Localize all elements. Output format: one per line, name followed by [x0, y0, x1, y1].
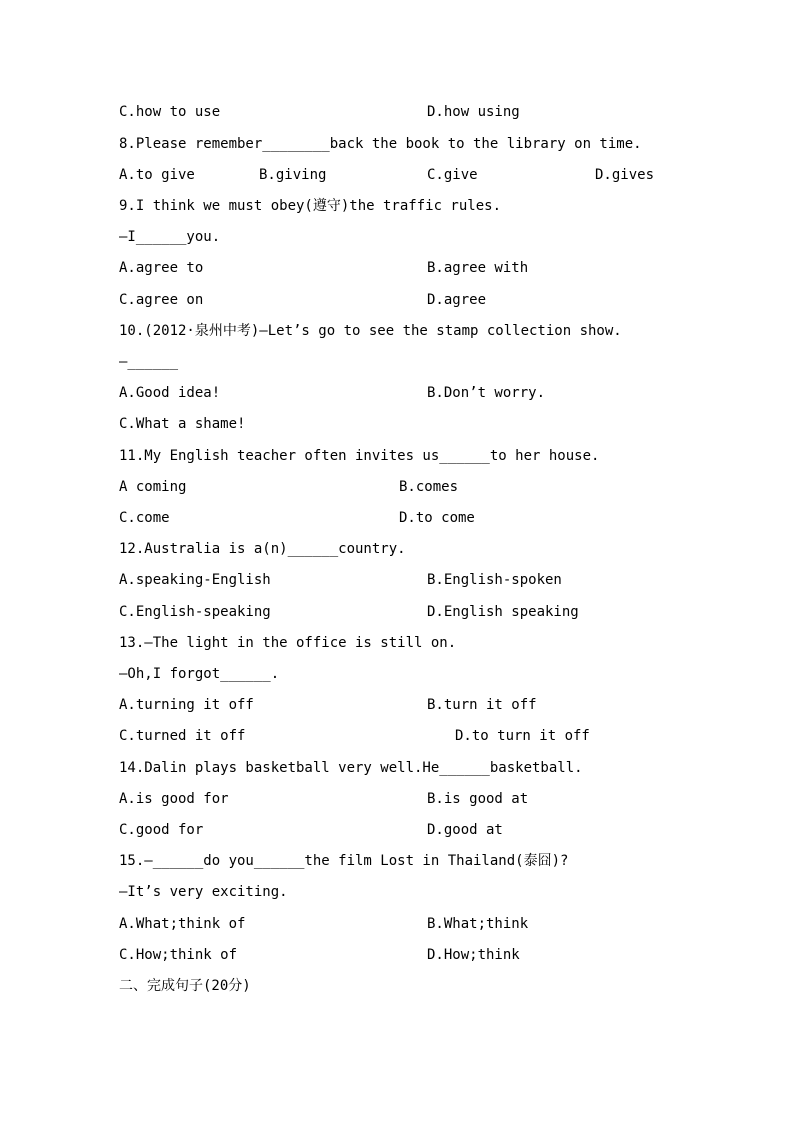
q8-stem: 8.Please remember________back the book to the library on time.: [119, 136, 642, 152]
q8-option-a: A.to give: [119, 167, 195, 183]
q13-reply: —Oh,I forgot______.: [119, 666, 280, 682]
q10-stem: 10.(2012·泉州中考)—Let’s go to see the stamp collection show.: [119, 323, 622, 339]
q15-option-b: B.What;think: [427, 916, 529, 932]
q11-option-d: D.to come: [399, 510, 475, 526]
q8-option-b: B.giving: [259, 167, 327, 183]
q14-option-b: B.is good at: [427, 791, 529, 807]
q9-option-c: C.agree on: [119, 292, 204, 308]
q13-option-b: B.turn it off: [427, 697, 537, 713]
q15-option-a: A.What;think of: [119, 916, 246, 932]
q15-stem: 15.—______do you______the film Lost in Thailand(泰囧)?: [119, 853, 569, 869]
q11-option-c: C.come: [119, 510, 170, 526]
q7-option-d: D.how using: [427, 104, 520, 120]
q9-reply: —I______you.: [119, 229, 221, 245]
q10-option-b: B.Don’t worry.: [427, 385, 546, 401]
q12-option-d: D.English speaking: [427, 604, 579, 620]
q9-option-b: B.agree with: [427, 260, 529, 276]
q13-option-d: D.to turn it off: [455, 728, 590, 744]
q9-option-d: D.agree: [427, 292, 487, 308]
q13-option-a: A.turning it off: [119, 697, 254, 713]
q14-option-a: A.is good for: [119, 791, 229, 807]
q12-option-a: A.speaking-English: [119, 572, 271, 588]
q7-option-c: C.how to use: [119, 104, 221, 120]
q8-option-c: C.give: [427, 167, 478, 183]
q12-option-b: B.English-spoken: [427, 572, 562, 588]
q9-option-a: A.agree to: [119, 260, 204, 276]
q14-option-d: D.good at: [427, 822, 503, 838]
q14-stem: 14.Dalin plays basketball very well.He______basketball.: [119, 760, 583, 776]
q11-option-a: A coming: [119, 479, 187, 495]
q8-option-d: D.gives: [595, 167, 655, 183]
q11-option-b: B.comes: [399, 479, 459, 495]
section-2-heading: 二、完成句子(20分): [119, 978, 251, 994]
q10-option-c: C.What a shame!: [119, 416, 246, 432]
q13-option-c: C.turned it off: [119, 728, 246, 744]
q10-option-a: A.Good idea!: [119, 385, 221, 401]
q11-stem: 11.My English teacher often invites us______to her house.: [119, 448, 600, 464]
q12-stem: 12.Australia is a(n)______country.: [119, 541, 406, 557]
q14-option-c: C.good for: [119, 822, 204, 838]
q15-option-c: C.How;think of: [119, 947, 238, 963]
q15-option-d: D.How;think: [427, 947, 520, 963]
q10-reply: —______: [119, 354, 179, 370]
q15-reply: —It’s very exciting.: [119, 884, 288, 900]
q13-stem: 13.—The light in the office is still on.: [119, 635, 457, 651]
q12-option-c: C.English-speaking: [119, 604, 271, 620]
q9-stem: 9.I think we must obey(遵守)the traffic rules.: [119, 198, 502, 214]
